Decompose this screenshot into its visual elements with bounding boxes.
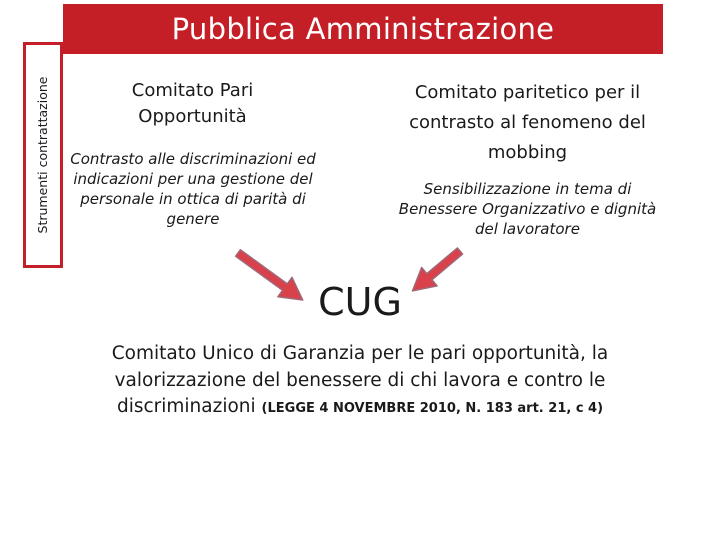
- cug-description-text: Comitato Unico di Garanzia per le pari opportunità, la valorizzazione del benessere di chi lavora e contro le discriminazioni: [111, 343, 609, 417]
- right-arrow: [405, 242, 468, 300]
- left-arrow: [231, 243, 310, 309]
- page-title: Pubblica Amministrazione: [171, 12, 555, 46]
- side-label: Strumenti contrattazione: [35, 76, 50, 234]
- right-description: Sensibilizzazione in tema di Benessere Organizzativo e dignità del lavoratore: [398, 180, 657, 238]
- cug-label: CUG: [318, 280, 402, 324]
- right-heading: Comitato paritetico per il contrasto al fenomeno del mobbing: [409, 82, 646, 163]
- cug-description: [80, 341, 640, 423]
- law-reference: (LEGGE 4 NOVEMBRE 2010, N. 183 art. 21, c 4): [261, 401, 604, 416]
- left-description: Contrasto alle discriminazioni ed indicazioni per una gestione del personale in ottica di parità di genere: [70, 150, 316, 228]
- left-heading: Comitato Pari Opportunità: [131, 80, 254, 127]
